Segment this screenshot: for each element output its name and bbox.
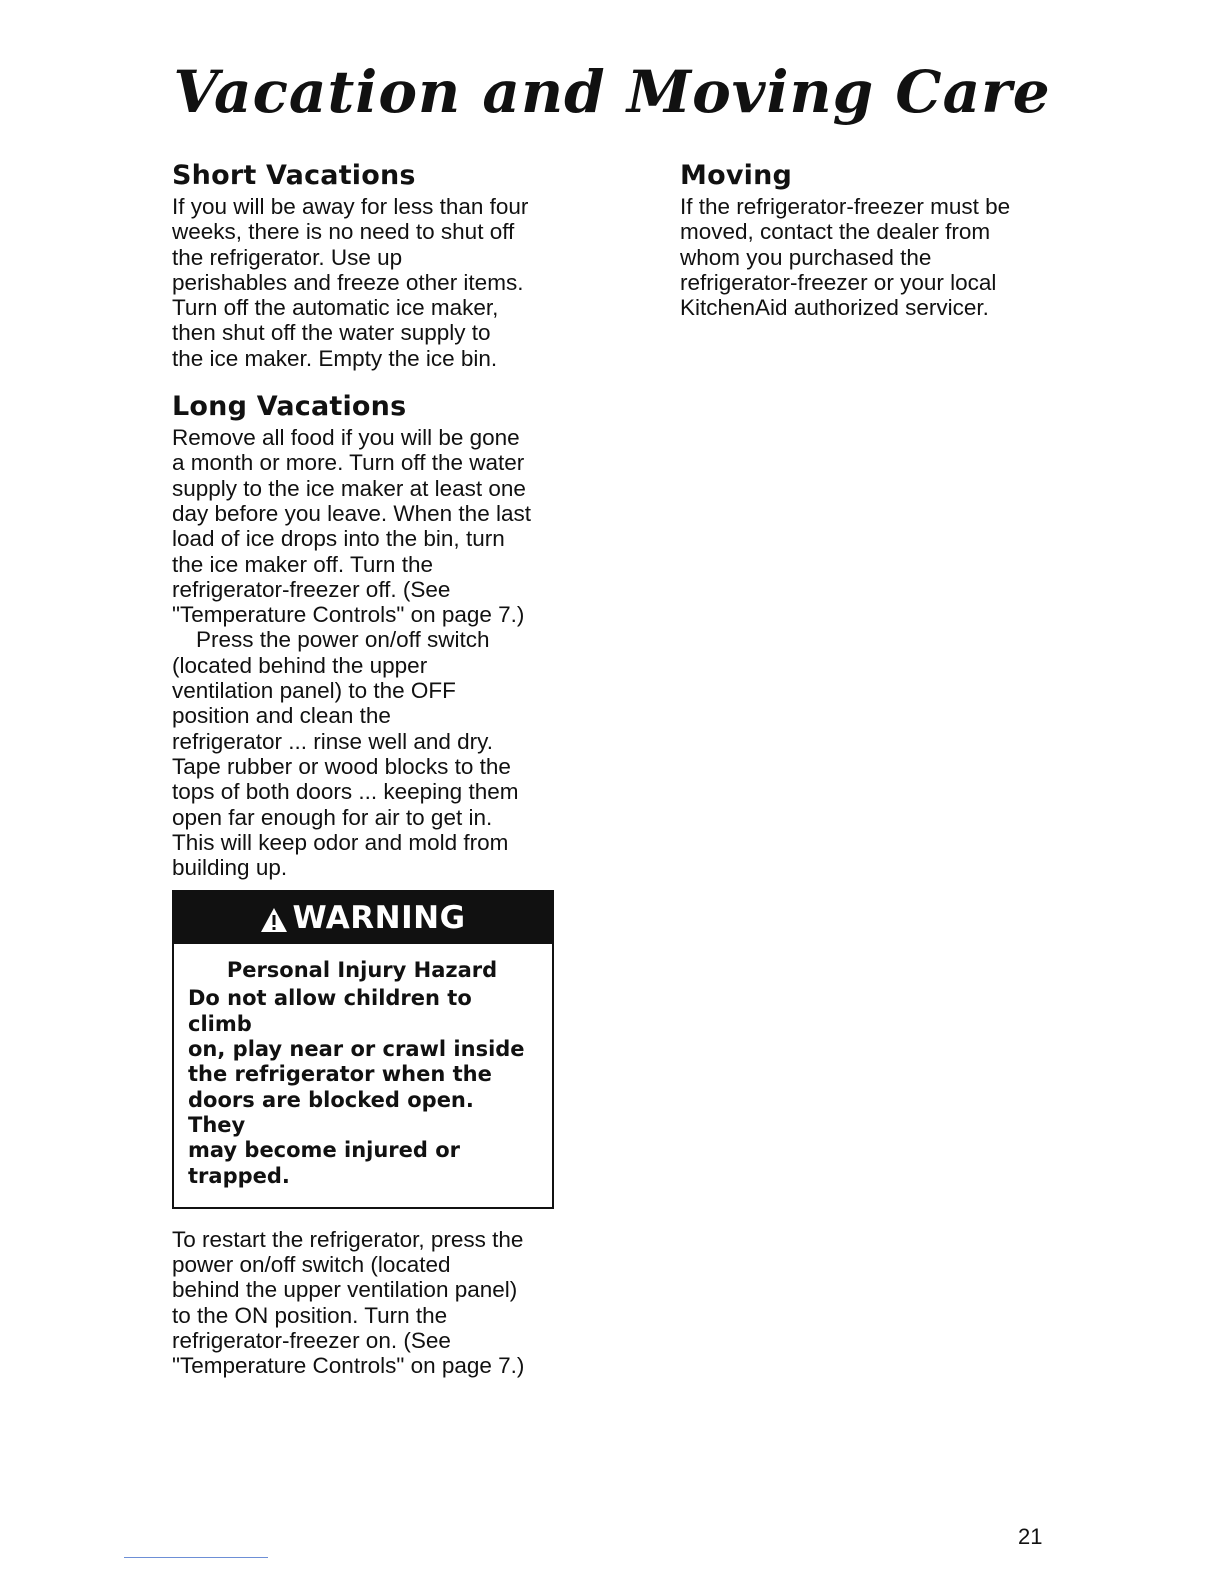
restart-body: To restart the refrigerator, press the power on/off switch (located behind the upper ventilation panel) to the ON position. Turn the refrigerator-freezer on. (See "Temperature Controls" on page 7.) [172, 1226, 525, 1379]
warning-box [172, 890, 554, 1208]
section-spacer [172, 371, 562, 389]
long-vacations-section [172, 389, 562, 880]
short-vacations-body: If you will be away for less than four weeks, there is no need to shut off the refrigerator. Use up perishables and freeze other items. Turn off the automatic ice maker, then shut off the water supply to the ice maker. Empty the ice bin. [172, 194, 529, 371]
warning-body [174, 944, 552, 1206]
left-column [172, 158, 562, 1379]
hazard-title: Personal Injury Hazard [226, 958, 498, 983]
long-vacations-heading: Long Vacations [172, 391, 407, 423]
short-vacations-heading: Short Vacations [172, 160, 416, 191]
long-vacations-body-2: Press the power on/off switch (located behind the upper ventilation panel) to the OFF position and clean the refrigerator ... rinse well and dry. Tape rubber or wood blocks to the tops of both doors ... keeping them open far enough for air to get in. This will keep odor and mold from building up. [172, 627, 519, 881]
long-vacations-body-1: Remove all food if you will be gone a month or more. Turn off the water supply to the ice maker at least one day before you leave. When the last load of ice drops into the bin, turn the ice maker off. Turn the refrigerator-freezer off. (See "Temperature Controls" on page 7.) [172, 425, 531, 628]
page-title: Vacation and Moving Care [173, 58, 1051, 126]
restart-section [172, 1227, 562, 1379]
right-column [680, 158, 1060, 320]
warning-label: WARNING [292, 900, 466, 937]
hazard-text: Do not allow children to climb on, play near or crawl inside the refrigerator when the doors are blocked open. They may become injured or trapped. [188, 986, 525, 1188]
footer-rule [124, 1557, 268, 1558]
moving-body: If the refrigerator-freezer must be moved, contact the dealer from whom you purchased the refrigerator-freezer or your local KitchenAid authorized servicer. [680, 194, 1011, 321]
short-vacations-section [172, 158, 562, 371]
warning-triangle-icon [260, 905, 288, 931]
moving-section [680, 158, 1060, 320]
moving-heading: Moving [680, 160, 793, 191]
page-number: 21 [1018, 1524, 1043, 1549]
warning-header [174, 892, 552, 944]
